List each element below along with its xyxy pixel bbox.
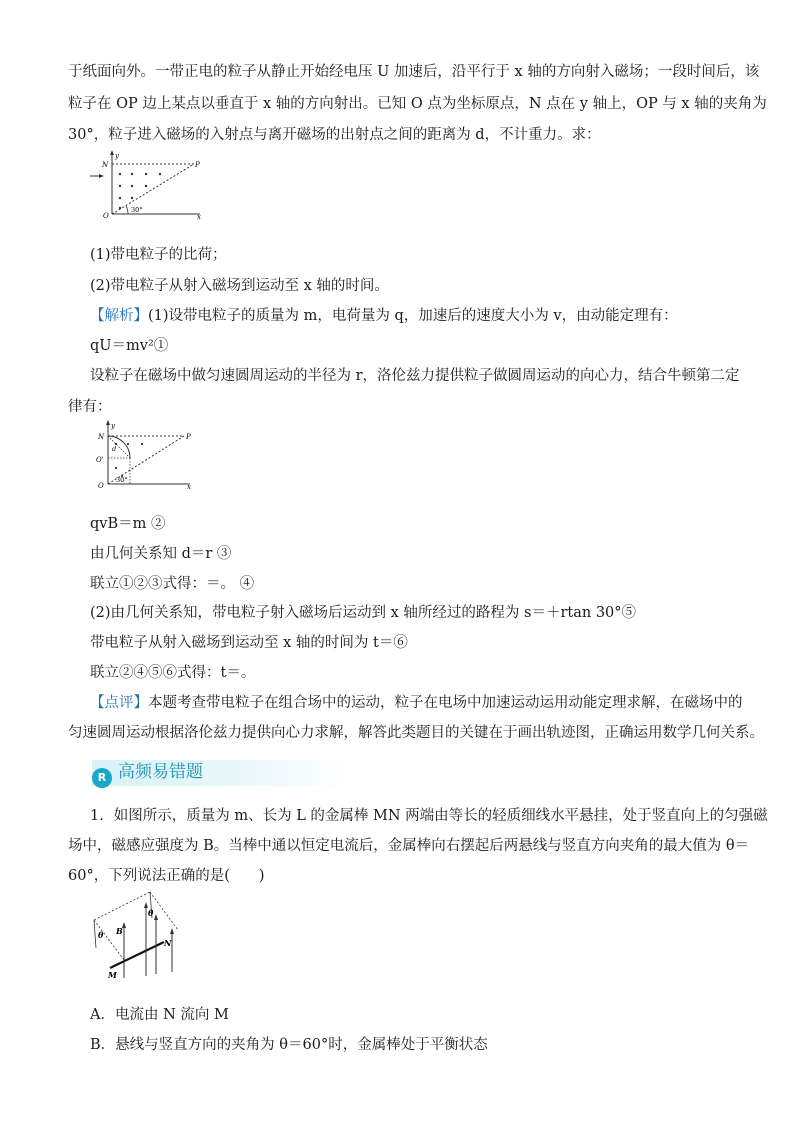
fig1-p-label: P: [195, 161, 200, 169]
solution-text-1: (1)设带电粒子的质量为 m，电荷量为 q，加速后的速度大小为 v，由动能定理有：: [148, 308, 678, 324]
fig3-b-label: B: [116, 926, 123, 936]
figure-magnetic-field-triangle: [88, 150, 208, 220]
next-question-line-3: 60°，下列说法正确的是( ): [68, 868, 265, 884]
comment-line-2: 匀速圆周运动根据洛伦兹力提供向心力求解，解答此类题目的关键在于画出轨迹图，正确运用数学几何关系。: [68, 725, 764, 741]
equation-1: qU＝mv²①: [90, 338, 169, 354]
next-question-line-1: 1．如图所示，质量为 m、长为 L 的金属棒 MN 两端由等长的轻质细线水平悬挂，处于竖直向上的匀强磁: [90, 808, 768, 824]
section-badge-icon: R: [92, 768, 112, 788]
option-b: B．悬线与竖直方向的夹角为 θ＝60°时，金属棒处于平衡状态: [90, 1037, 488, 1053]
fig2-o1-label: O': [96, 456, 104, 464]
fig1-angle-label: 30°: [131, 206, 143, 214]
solution-tag: 【解析】: [90, 308, 148, 324]
solution-line-2: 设粒子在磁场中做匀速圆周运动的半径为 r，洛伦兹力提供粒子做圆周运动的向心力，结合牛顿第二定: [90, 368, 740, 384]
fig3-n-label: N: [164, 938, 172, 948]
fig3-m-label: M: [108, 970, 117, 980]
solution-line-2b: 律有：: [68, 399, 112, 415]
question-1: (1)带电粒子的比荷；: [90, 247, 227, 263]
problem-line-1: 于纸面向外。一带正电的粒子从静止开始经电压 U 加速后，沿平行于 x 轴的方向射入磁场；一段时间后，该: [68, 64, 760, 80]
equation-2: qvB＝m ②: [90, 516, 166, 532]
fig2-n-label: N: [98, 433, 105, 441]
section-title: 高频易错题: [118, 762, 203, 782]
equation-3: 由几何关系知 d＝r ③: [90, 546, 232, 562]
fig2-d-label: d: [112, 445, 117, 453]
equation-4: 联立①②③式得：＝。 ④: [90, 576, 255, 592]
option-a: A．电流由 N 流向 M: [90, 1007, 229, 1023]
fig1-y-label: y: [115, 152, 119, 160]
fig2-angle-label: 30°: [116, 476, 128, 484]
fig3-theta-left: θ: [98, 930, 104, 940]
figure-trajectory: [88, 420, 198, 490]
solution-line-1: [90, 306, 678, 326]
fig1-n-label: N: [102, 161, 109, 169]
question-2: (2)带电粒子从射入磁场到运动至 x 轴的时间。: [90, 278, 389, 294]
problem-line-2: 粒子在 OP 边上某点以垂直于 x 轴的方向射出。已知 O 点为坐标原点，N 点在 y 轴上，OP 与 x 轴的夹角为: [68, 96, 767, 112]
equation-5: (2)由几何关系知，带电粒子射入磁场后运动到 x 轴所经过的路程为 s＝＋rtan 30°⑤: [90, 605, 637, 621]
fig1-o-label: O: [103, 212, 109, 220]
equation-6: 带电粒子从射入磁场到运动至 x 轴的时间为 t＝⑥: [90, 635, 408, 651]
fig1-x-label: x: [197, 213, 201, 220]
fig2-o-label: O: [98, 482, 104, 490]
next-question-line-2: 场中，磁感应强度为 B。当棒中通以恒定电流后，金属棒向右摆起后两悬线与竖直方向夹角的最大值为 θ＝: [68, 838, 750, 854]
section-banner: [92, 756, 352, 790]
comment-text-1: 本题考查带电粒子在组合场中的运动，粒子在电场中加速运动运用动能定理求解，在磁场中的: [148, 695, 743, 711]
fig2-x-label: x: [187, 483, 191, 490]
fig3-theta-right: θ: [148, 908, 154, 918]
comment-line-1: [90, 693, 743, 713]
figure-metal-rod: [86, 888, 196, 986]
equation-7: 联立②④⑤⑥式得：t＝。: [90, 665, 256, 681]
problem-line-3: 30°，粒子进入磁场的入射点与离开磁场的出射点之间的距离为 d，不计重力。求：: [68, 127, 601, 143]
fig2-p-label: P: [186, 433, 191, 441]
fig2-y-label: y: [111, 422, 115, 430]
comment-tag: 【点评】: [90, 695, 148, 711]
